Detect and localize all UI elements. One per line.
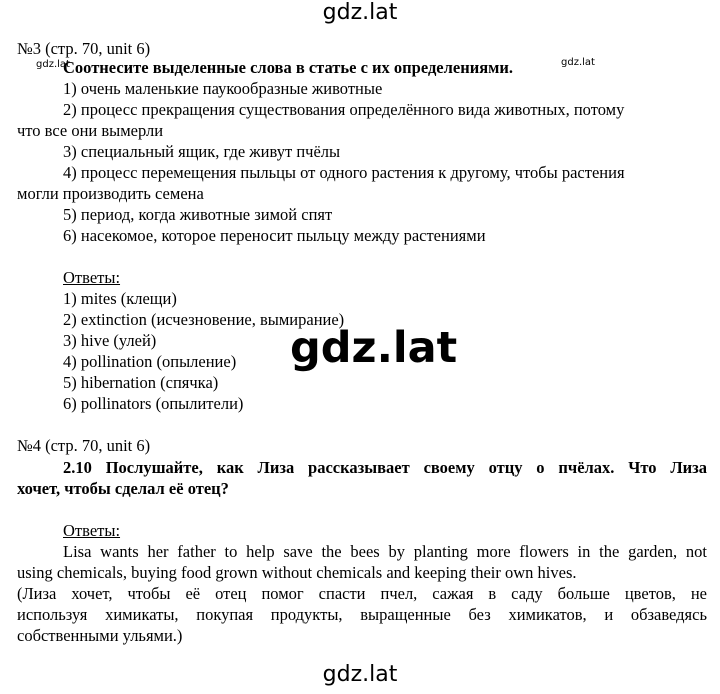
answer-english-line-1: Lisa wants her father to help save the bees by planting more flowers in the garden, not	[63, 542, 707, 561]
definition-2-line-2: что все они вымерли	[17, 121, 164, 140]
definition-1: 1) очень маленькие паукообразные животные	[63, 79, 383, 98]
definition-4-line-1: 4) процесс перемещения пыльцы от одного растения к другому, чтобы растения	[63, 163, 625, 182]
definition-3: 3) специальный ящик, где живут пчёлы	[63, 142, 341, 161]
answer-russian-line-3: собственными ульями.)	[17, 626, 183, 645]
exercise-4-header: №4 (стр. 70, unit 6)	[17, 436, 151, 455]
definition-5: 5) период, когда животные зимой спят	[63, 205, 333, 224]
exercise-3-task: Соотнесите выделенные слова в статье с их определениями.	[63, 58, 514, 77]
exercise-4-task-line-1: 2.10 Послушайте, как Лиза рассказывает своему отцу о пчёлах. Что Лиза	[63, 458, 707, 477]
answer-russian-line-2: используя химикаты, покупая продукты, выращенные без химикатов, и обзаведясь	[17, 605, 707, 624]
definition-4-line-2: могли производить семена	[17, 184, 204, 203]
answer-4: 4) pollination (опыление)	[63, 352, 237, 371]
watermark-small-right: gdz.lat	[561, 57, 595, 68]
answer-3: 3) hive (улей)	[63, 331, 157, 350]
watermark-top: gdz.lat	[322, 0, 398, 25]
definition-6: 6) насекомое, которое переносит пыльцу между растениями	[63, 226, 486, 245]
watermark-small-left: gdz.lat	[36, 59, 70, 70]
answer-1: 1) mites (клещи)	[63, 289, 177, 308]
exercise-4-task-line-2: хочет, чтобы сделал её отец?	[17, 479, 229, 498]
exercise-4-answers-label: Ответы:	[63, 521, 121, 540]
watermark-center: gdz.lat	[290, 323, 458, 373]
watermark-bottom: gdz.lat	[322, 662, 398, 687]
answer-english-line-2: using chemicals, buying food grown without chemicals and keeping their own hives.	[17, 563, 577, 582]
answer-6: 6) pollinators (опылители)	[63, 394, 244, 413]
exercise-3-answers-label: Ответы:	[63, 268, 121, 287]
answer-russian-line-1: (Лиза хочет, чтобы её отец помог спасти пчел, сажая в саду больше цветов, не	[17, 584, 707, 603]
answer-5: 5) hibernation (спячка)	[63, 373, 219, 392]
answer-2: 2) extinction (исчезновение, вымирание)	[63, 310, 345, 329]
exercise-3-header: №3 (стр. 70, unit 6)	[17, 39, 151, 58]
definition-2-line-1: 2) процесс прекращения существования определённого вида животных, потому	[63, 100, 625, 119]
